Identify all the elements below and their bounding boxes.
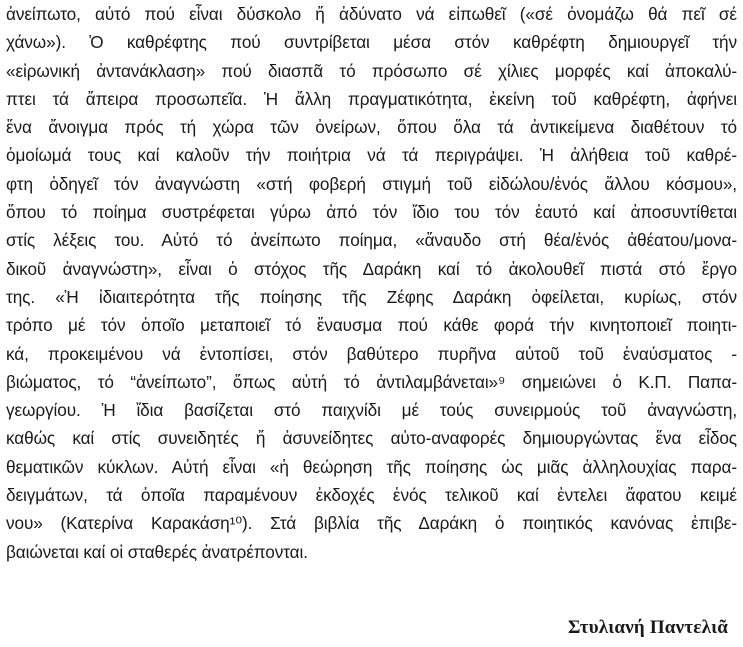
- text-line: τρόπο μέ τόν ὁποῖο μεταποιεῖ τό ἔναυσμα πού κάθε φορά τήν κινητοποιεῖ ποιητι-: [6, 315, 737, 336]
- text-line: καθώς καί στίς συνειδητές ἤ ἀσυνείδητες αὐτο-αναφορές δημιουργώντας ἕνα εἶδος: [6, 428, 737, 449]
- text-line: «εἰρωνική ἀντανάκλαση» πού διασπᾶ τό πρόσωπο σέ χίλιες μορφές καί ἀποκαλύ-: [6, 60, 737, 81]
- body-paragraph: [6, 0, 737, 566]
- text-line: δειγμάτων, τά ὁποῖα παραμένουν ἐκδοχές ἑνός τελικοῦ καί ἐντελει ἄφατου κειμέ: [6, 485, 737, 506]
- text-line: της. «Ἡ ἰδιαιτερότητα τῆς ποίησης τῆς Ζέφης Δαράκη ὀφείλεται, κυρίως, στόν: [6, 286, 737, 307]
- text-line: θεματικῶν κύκλων. Αὐτή εἶναι «ἡ θεώρηση τῆς ποίησης ὡς μιᾶς ἀλληλουχίας παρα-: [6, 456, 737, 477]
- text-line: γεωργίου. Ἡ ἴδια βασίζεται στό παιχνίδι μέ τούς συνειρμούς τοῦ ἀναγνώστη,: [6, 400, 737, 421]
- text-line: κά, προκειμένου νά ἐντοπίσει, στόν βαθύτερο πυρῆνα αὐτοῦ τοῦ ἐναύσματος -: [6, 343, 737, 364]
- text-line: φτη ὁδηγεῖ τόν ἀναγνώστη «στή φοβερή στιγμή τοῦ εἰδώλου/ἑνός ἄλλου κόσμου»,: [6, 173, 737, 194]
- text-line: πτει τά ἄπειρα προσωπεῖα. Ἡ ἄλλη πραγματικότητα, ἐκείνη τοῦ καθρέφτη, ἀφήνει: [6, 88, 737, 109]
- text-line: ἀνείπωτο, αὐτό πού εἶναι δύσκολο ἤ ἀδύνατο νά εἰπωθεῖ («σέ ὀνομάζω θά πεῖ σέ: [6, 4, 737, 24]
- text-line: χάνω»). Ὁ καθρέφτης πού συντρίβεται μέσα στόν καθρέφτη δημιουργεῖ τήν: [6, 32, 737, 53]
- text-line: ὁμοίωμά τους καί καλοῦν τήν ποιήτρια νά τά περιγράψει. Ἡ ἀλήθεια τοῦ καθρέ-: [6, 145, 737, 166]
- text-line: ὅπου τό ποίημα συστρέφεται γύρω ἀπό τόν ἴδιο του τόν ἑαυτό καί ἀποσυντίθεται: [6, 202, 737, 223]
- author-signature: Στυλιανή Παντελιᾶ: [568, 617, 728, 638]
- text-line: στίς λέξεις του. Αὐτό τό ἀνείπωτο ποίημα, «ἄναυδο στή θέα/ἑνός ἀθέατου/μονα-: [6, 230, 737, 251]
- text-line: δικοῦ ἀναγνώστη», εἶναι ὁ στόχος τῆς Δαράκη καί τό ἀκολουθεῖ πιστά στό ἔργο: [6, 258, 737, 279]
- text-line: βαιώνεται καί οἱ σταθερές ἀνατρέπονται.: [6, 541, 308, 562]
- text-line: ἕνα ἄνοιγμα πρός τή χώρα τῶν ὀνείρων, ὅπου ὅλα τά ἀντικείμενα διαθέτουν τό: [6, 117, 737, 138]
- text-line: νου» (Κατερίνα Καρακάση¹⁰). Στά βιβλία τῆς Δαράκη ὁ ποιητικός κανόνας ἐπιβε-: [6, 513, 737, 534]
- text-line: βιώματος, τό “ἀνείπωτο”, ὅπως αὐτή τό ἀντιλαμβάνεται»⁹ σημειώνει ὁ Κ.Π. Παπα-: [6, 371, 737, 392]
